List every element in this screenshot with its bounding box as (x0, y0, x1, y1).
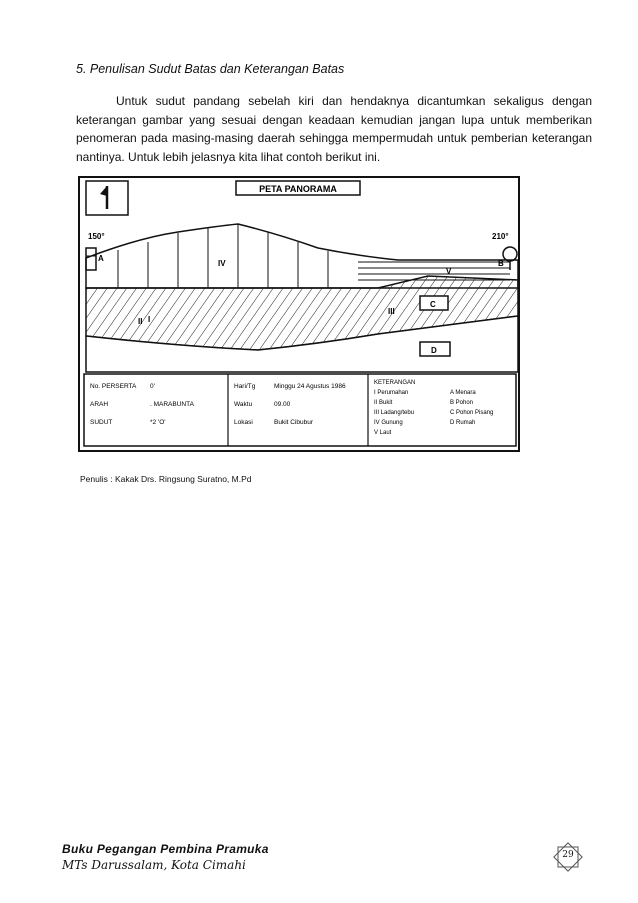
page-number-badge (552, 841, 584, 873)
keterangan-item: D Rumah (450, 420, 476, 426)
footer-subtitle: MTs Darussalam, Kota Cimahi (62, 858, 246, 872)
section-paragraph: Untuk sudut pandang sebelah kiri dan hendaknya dicantumkan sekaligus dengan keterangan gambar yang sesuai dengan keadaan kemudian jangan lupa untuk memberikan penomeran pada masing-masing daerah sehingga mempermudah untuk pemberian keterangan nantinya. Untuk lebih jelasnya kita lihat contoh berikut ini. (76, 94, 592, 164)
legend-label: No. PERSERTA (90, 383, 137, 390)
legend-label: Waktu (234, 401, 253, 408)
legend-value: Bukit Cibubur (274, 419, 314, 426)
keterangan-item: III Ladang/tebu (374, 410, 415, 416)
angle-left-label: 150° (88, 232, 105, 241)
legend-value: 0' (150, 383, 155, 390)
legend-label: Lokasi (234, 419, 253, 426)
panorama-figure (78, 176, 520, 452)
legend-value: Minggu 24 Agustus 1986 (274, 383, 346, 390)
label-d: D (431, 346, 437, 355)
keterangan-item: II Bukit (374, 400, 393, 406)
keterangan-item: IV Gunung (374, 420, 403, 426)
label-b: B (498, 259, 504, 268)
legend-label: Hari/Tg (234, 383, 256, 390)
keterangan-title: KETERANGAN (374, 380, 416, 386)
legend-label: ARAH (90, 401, 109, 408)
keterangan-item: A Menara (450, 390, 476, 396)
label-a: A (98, 254, 104, 263)
legend-value: *2 'O' (150, 419, 166, 426)
legend-value: . MARABUNTA (150, 401, 194, 408)
keterangan-item: B Pohon (450, 400, 474, 406)
figure-caption: Penulis : Kakak Drs. Ringsung Suratno, M.Pd (80, 474, 252, 484)
figure-title: PETA PANORAMA (259, 184, 337, 194)
panorama-sketch (78, 176, 520, 452)
keterangan-item: I Perumahan (374, 390, 409, 396)
label-v: V (446, 267, 452, 276)
legend-value: 09.00 (274, 401, 291, 408)
angle-right-label: 210° (492, 232, 509, 241)
label-c: C (430, 300, 436, 309)
legend-label: SUDUT (90, 419, 113, 426)
label-iv: IV (218, 259, 226, 268)
label-i: I (148, 315, 151, 324)
keterangan-item: V Laut (374, 430, 392, 436)
label-ii: II (138, 317, 143, 326)
section-heading: 5. Penulisan Sudut Batas dan Keterangan Batas (76, 62, 345, 76)
footer-title: Buku Pegangan Pembina Pramuka (62, 842, 269, 856)
label-iii: III (388, 307, 395, 316)
keterangan-item: C Pohon Pisang (450, 410, 494, 416)
page-number: 29 (562, 850, 574, 860)
